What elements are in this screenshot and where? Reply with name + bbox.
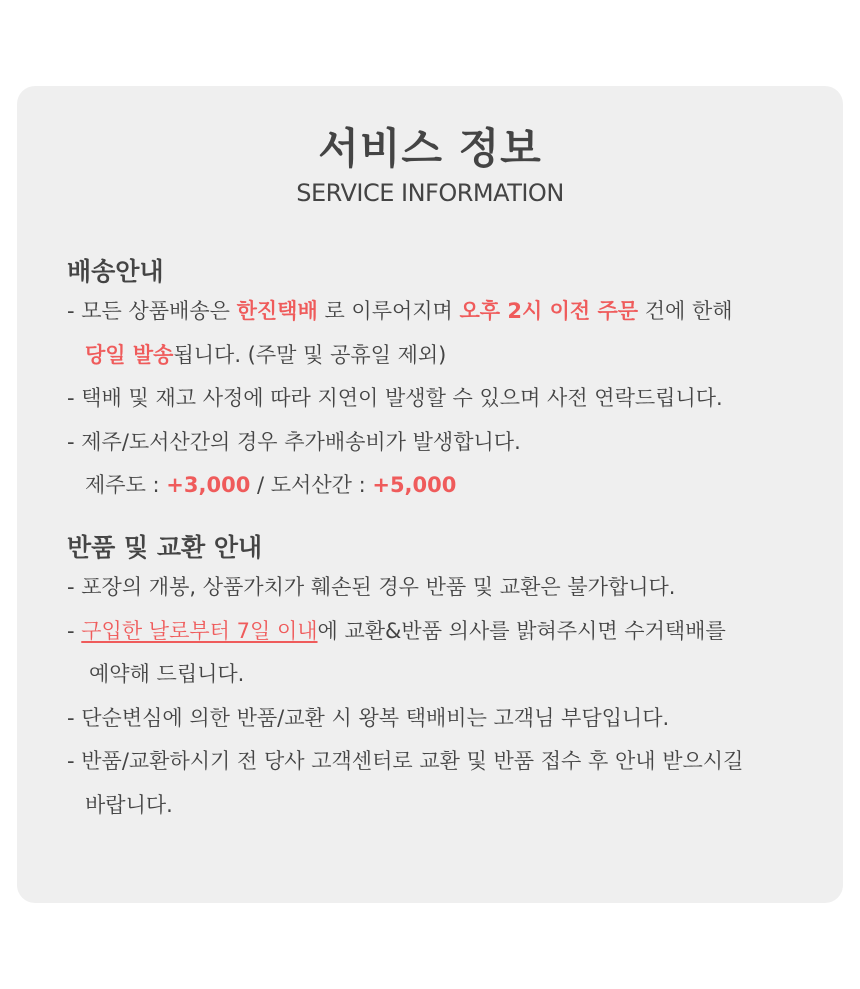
returns-heading: 반품 및 교환 안내	[67, 533, 263, 562]
text: 됩니다. (주말 및 공휴일 제외)	[173, 342, 447, 367]
text: 로 이루어지며	[317, 299, 460, 323]
text: -	[67, 618, 82, 643]
page-subtitle: SERVICE INFORMATION	[296, 179, 564, 207]
text: 건에 한해	[638, 299, 733, 323]
same-day-highlight: 당일 발송	[85, 342, 174, 367]
carrier-highlight: 한진택배	[236, 299, 318, 323]
jeju-fee: +3,000	[166, 473, 251, 497]
returns-line-contact: - 반품/교환하시기 전 당사 고객센터로 교환 및 반품 접수 후 안내 받으시길	[67, 749, 744, 773]
island-fee: +5,000	[372, 473, 457, 497]
shipping-line-extra-fee: - 제주/도서산간의 경우 추가배송비가 발생합니다.	[67, 429, 521, 454]
shipping-line-carrier	[67, 290, 827, 334]
returns-section	[67, 530, 827, 827]
returns-line-reservation: 예약해 드립니다.	[89, 662, 245, 686]
service-info-card	[17, 86, 843, 903]
returns-line-contact-cont: 바랍니다.	[85, 792, 173, 817]
shipping-line-same-day	[67, 334, 827, 378]
returns-line-shipping-cost: - 단순변심에 의한 반품/교환 시 왕복 택배비는 고객님 부담입니다.	[67, 705, 670, 730]
period-highlight: 구입한 날로부터 7일 이내	[81, 618, 318, 643]
returns-line-not-allowed: - 포장의 개봉, 상품가치가 훼손된 경우 반품 및 교환은 불가합니다.	[67, 575, 676, 599]
shipping-section	[67, 254, 827, 508]
text: 에 교환&반품 의사를 밝혀주시면 수거택배를	[317, 618, 726, 643]
jeju-label: 제주도 :	[85, 473, 167, 497]
deadline-highlight: 오후 2시 이전 주문	[459, 299, 639, 323]
island-label: 도서산간 :	[270, 473, 373, 497]
page-title: 서비스 정보	[318, 124, 542, 173]
shipping-line-delay: - 택배 및 재고 사정에 따라 지연이 발생할 수 있으며 사전 연락드립니다.	[67, 386, 723, 410]
shipping-heading: 배송안내	[67, 257, 164, 286]
shipping-line-fees	[67, 464, 827, 508]
separator: /	[250, 473, 271, 497]
returns-line-period	[67, 610, 827, 654]
text: - 모든 상품배송은	[67, 299, 237, 323]
